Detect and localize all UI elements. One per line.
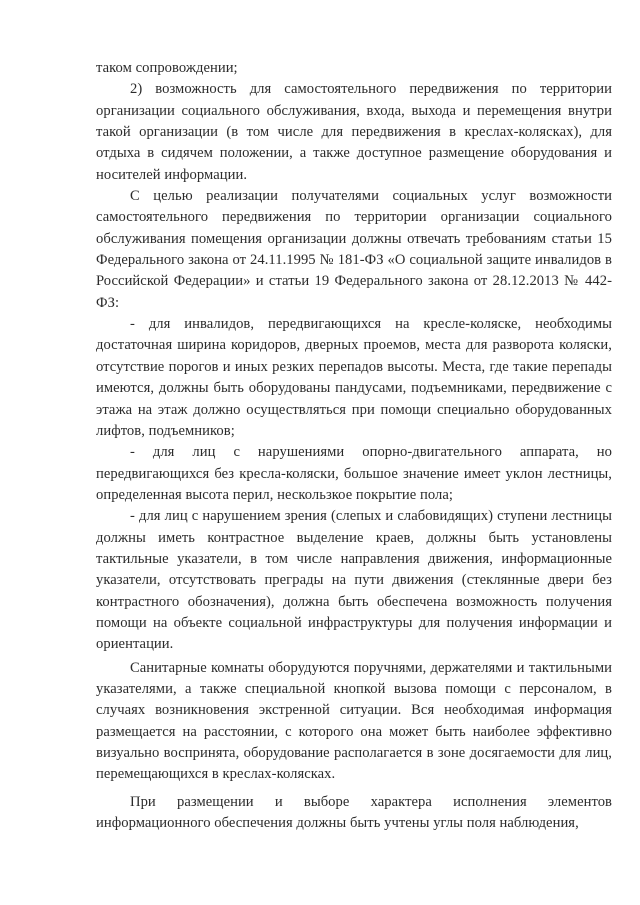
document-body	[96, 58, 612, 834]
paragraph-visual-impairment: - для лиц с нарушением зрения (слепых и слабовидящих) ступени лестницы должны иметь контрастное выделение краев, должны быть установлены тактильные указатели, в том числе направления движения, информационные указатели, отсутствовать преграды на пути движения (стеклянные двери без контрастного обозначения), должна быть обеспечена возможность получения помощи на объекте социальной инфраструктуры для получения информации и ориентации.	[96, 508, 612, 653]
paragraph-musculoskeletal: - для лиц с нарушениями опорно-двигательного аппарата, но передвигающихся без кресла-коляски, большое значение имеет уклон лестницы, определенная высота перил, нескользкое покрытие пола;	[96, 444, 612, 503]
paragraph-requirements-intro: С целью реализации получателями социальных услуг возможности самостоятельного передвижения по территории организации социального обслуживания помещения организации должны отвечать требованиям статьи 15 Федерального закона от 24.11.1995 № 181-ФЗ «О социальной защите инвалидов в Российской Федерации» и статьи 19 Федерального закона от 28.12.2013 № 442-ФЗ:	[96, 188, 612, 311]
paragraph-sanitary-rooms: Санитарные комнаты оборудуются поручнями, держателями и тактильными указателями, а также специальной кнопкой вызова помощи с персоналом, в случаях возникновения экстренной ситуации. Вся необходимая информация размещается на расстоянии, с которого она может быть наиболее эффективно визуально воспринята, оборудование располагается в зоне досягаемости для лиц, перемещающихся в креслах-колясках.	[96, 659, 612, 783]
paragraph-continuation: таком сопровождении;	[96, 60, 238, 76]
paragraph-item-2: 2) возможность для самостоятельного передвижения по территории организации социального обслуживания, входа, выхода и перемещения внутри такой организации (в том числе для передвижения в креслах-колясках), для отдыха в сидячем положении, а также доступное размещение оборудования и носителей информации.	[96, 81, 612, 183]
paragraph-information-placement: При размещении и выборе характера исполнения элементов информационного обеспечения должны быть учтены углы поля наблюдения,	[96, 793, 612, 832]
paragraph-wheelchair-users: - для инвалидов, передвигающихся на кресле-коляске, необходимы достаточная ширина коридоров, дверных проемов, места для разворота коляски, отсутствие порогов и иных резких перепадов высоты. Места, где такие перепады имеются, должны быть оборудованы пандусами, подъемниками, передвижение с этажа на этаж должно осуществляться при помощи специально оборудованных лифтов, подъемников;	[96, 316, 612, 439]
